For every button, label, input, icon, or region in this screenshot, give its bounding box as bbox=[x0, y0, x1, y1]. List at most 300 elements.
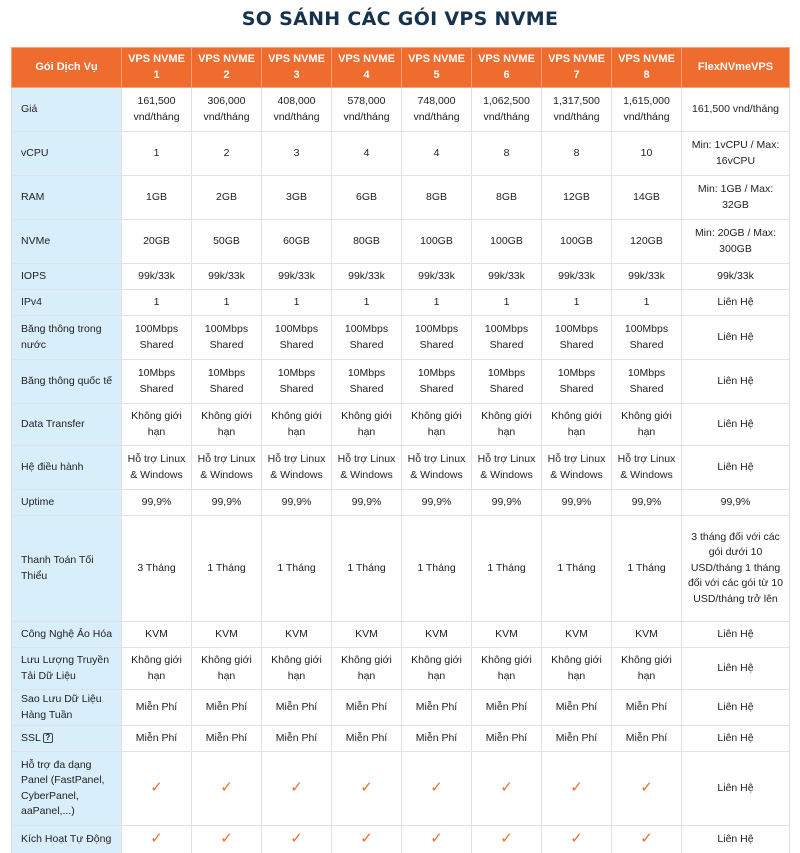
column-header-plan: VPS NVME 7 bbox=[542, 48, 612, 88]
cell-value: Hỗ trợ Linux & Windows bbox=[617, 453, 676, 481]
cell-value: Liên Hệ bbox=[717, 627, 754, 640]
cell-value: 99k/33k bbox=[208, 269, 245, 282]
cell-value: Không giới hạn bbox=[341, 654, 392, 682]
row-label bbox=[12, 752, 122, 826]
cell-value: KVM bbox=[355, 627, 378, 640]
cell-value: 4 bbox=[363, 146, 370, 159]
cell-value: Miễn Phí bbox=[135, 700, 178, 713]
cell-value: 99,9% bbox=[631, 495, 662, 508]
table-row bbox=[12, 826, 790, 853]
cell-value: 50GB bbox=[213, 234, 240, 247]
cell-value: Liên Hệ bbox=[717, 374, 754, 387]
cell-value: 99k/33k bbox=[558, 269, 595, 282]
check-icon: ✓ bbox=[220, 778, 233, 796]
plan-cell bbox=[192, 220, 262, 264]
flex-plan-cell bbox=[682, 726, 790, 752]
flex-plan-cell bbox=[682, 88, 790, 132]
plan-cell bbox=[192, 404, 262, 446]
plan-cell bbox=[122, 516, 192, 622]
plan-cell bbox=[192, 360, 262, 404]
plan-cell bbox=[262, 826, 332, 853]
plan-cell bbox=[262, 176, 332, 220]
plan-cell bbox=[402, 176, 472, 220]
cell-value: 1 bbox=[573, 295, 580, 308]
row-label-text: Công Nghệ Ảo Hóa bbox=[21, 627, 113, 640]
cell-value: Không giới hạn bbox=[411, 654, 462, 682]
row-label-text: Lưu Lượng Truyền Tải Dữ Liệu bbox=[21, 654, 110, 682]
plan-cell bbox=[262, 622, 332, 648]
plan-cell bbox=[122, 264, 192, 290]
row-label-text: Băng thông trong nước bbox=[21, 323, 102, 351]
cell-value: 60GB bbox=[283, 234, 310, 247]
plan-cell bbox=[332, 622, 402, 648]
cell-value: Miễn Phí bbox=[275, 700, 318, 713]
plan-cell bbox=[122, 290, 192, 316]
plan-cell bbox=[262, 516, 332, 622]
plan-cell bbox=[122, 132, 192, 176]
plan-cell bbox=[262, 264, 332, 290]
cell-value: Miễn Phí bbox=[555, 731, 598, 744]
cell-value: 1 Tháng bbox=[347, 561, 386, 574]
plan-cell bbox=[542, 404, 612, 446]
cell-value: Hỗ trợ Linux & Windows bbox=[337, 453, 396, 481]
cell-value: Không giới hạn bbox=[341, 410, 392, 438]
cell-value: Miễn Phí bbox=[485, 700, 528, 713]
plan-cell bbox=[122, 404, 192, 446]
plan-cell bbox=[612, 264, 682, 290]
plan-cell bbox=[332, 316, 402, 360]
plan-cell bbox=[192, 176, 262, 220]
plan-cell bbox=[192, 726, 262, 752]
plan-cell bbox=[262, 690, 332, 726]
column-header-plan: VPS NVME 6 bbox=[472, 48, 542, 88]
plan-cell bbox=[122, 690, 192, 726]
table-row bbox=[12, 404, 790, 446]
plan-cell bbox=[262, 290, 332, 316]
plan-cell bbox=[402, 446, 472, 490]
plan-cell bbox=[472, 264, 542, 290]
cell-value: 1 Tháng bbox=[207, 561, 246, 574]
plan-cell bbox=[122, 360, 192, 404]
plan-cell bbox=[472, 516, 542, 622]
cell-value: Liên Hệ bbox=[717, 295, 754, 308]
cell-value: 100GB bbox=[490, 234, 523, 247]
plan-cell bbox=[192, 516, 262, 622]
plan-cell bbox=[542, 446, 612, 490]
cell-value: KVM bbox=[145, 627, 168, 640]
plan-cell bbox=[402, 726, 472, 752]
cell-value: Không giới hạn bbox=[411, 410, 462, 438]
cell-value: 1,317,500 vnd/tháng bbox=[553, 95, 600, 123]
table-row bbox=[12, 622, 790, 648]
flex-plan-cell bbox=[682, 648, 790, 690]
plan-cell bbox=[122, 446, 192, 490]
cell-value: 408,000 vnd/tháng bbox=[273, 95, 320, 123]
plan-cell bbox=[612, 176, 682, 220]
cell-value: Liên Hệ bbox=[717, 460, 754, 473]
flex-plan-cell bbox=[682, 752, 790, 826]
plan-cell bbox=[192, 648, 262, 690]
cell-value: Không giới hạn bbox=[271, 654, 322, 682]
plan-cell bbox=[192, 290, 262, 316]
plan-cell bbox=[402, 220, 472, 264]
cell-value: 20GB bbox=[143, 234, 170, 247]
cell-value: KVM bbox=[215, 627, 238, 640]
plan-cell bbox=[332, 752, 402, 826]
check-icon: ✓ bbox=[430, 778, 443, 796]
plan-cell bbox=[192, 490, 262, 516]
check-icon: ✓ bbox=[570, 778, 583, 796]
row-label bbox=[12, 220, 122, 264]
row-label-text: Thanh Toán Tối Thiểu bbox=[21, 554, 94, 582]
cell-value: 3GB bbox=[285, 190, 307, 203]
plan-cell bbox=[612, 648, 682, 690]
column-header-plan: VPS NVME 4 bbox=[332, 48, 402, 88]
plan-cell bbox=[542, 648, 612, 690]
cell-value: 10Mbps Shared bbox=[137, 367, 176, 395]
cell-value: 3 bbox=[293, 146, 300, 159]
flex-plan-cell bbox=[682, 446, 790, 490]
row-label bbox=[12, 88, 122, 132]
cell-value: 100Mbps Shared bbox=[344, 323, 389, 351]
table-row bbox=[12, 490, 790, 516]
check-icon: ✓ bbox=[360, 778, 373, 796]
plan-cell bbox=[612, 752, 682, 826]
row-label bbox=[12, 516, 122, 622]
cell-value: 10Mbps Shared bbox=[277, 367, 316, 395]
row-label bbox=[12, 622, 122, 648]
plan-cell bbox=[192, 88, 262, 132]
plan-cell bbox=[542, 176, 612, 220]
cell-value: Không giới hạn bbox=[201, 410, 252, 438]
cell-value: 100Mbps Shared bbox=[624, 323, 669, 351]
plan-cell bbox=[472, 622, 542, 648]
plan-cell bbox=[332, 648, 402, 690]
table-row bbox=[12, 88, 790, 132]
cell-value: 1 Tháng bbox=[627, 561, 666, 574]
row-label-text: SSL bbox=[21, 731, 41, 744]
cell-value: 99k/33k bbox=[717, 269, 754, 282]
plan-cell bbox=[332, 490, 402, 516]
flex-plan-cell bbox=[682, 132, 790, 176]
cell-value: Hỗ trợ Linux & Windows bbox=[407, 453, 466, 481]
plan-cell bbox=[472, 404, 542, 446]
table-row bbox=[12, 176, 790, 220]
cell-value: Min: 1GB / Max: 32GB bbox=[697, 183, 774, 211]
table-row bbox=[12, 264, 790, 290]
cell-value: 99k/33k bbox=[138, 269, 175, 282]
plan-cell bbox=[332, 404, 402, 446]
row-label bbox=[12, 490, 122, 516]
cell-value: 4 bbox=[433, 146, 440, 159]
table-row bbox=[12, 360, 790, 404]
row-label bbox=[12, 264, 122, 290]
plan-cell bbox=[402, 264, 472, 290]
plan-cell bbox=[122, 752, 192, 826]
plan-cell bbox=[472, 752, 542, 826]
cell-value: 8GB bbox=[495, 190, 517, 203]
check-icon: ✓ bbox=[360, 829, 373, 847]
cell-value: Liên Hệ bbox=[717, 661, 754, 674]
plan-cell bbox=[542, 88, 612, 132]
plan-cell bbox=[122, 220, 192, 264]
cell-value: Không giới hạn bbox=[621, 654, 672, 682]
plan-cell bbox=[402, 648, 472, 690]
column-header-plan: VPS NVME 2 bbox=[192, 48, 262, 88]
column-header-plan: VPS NVME 3 bbox=[262, 48, 332, 88]
comparison-table bbox=[11, 47, 790, 853]
cell-value: KVM bbox=[425, 627, 448, 640]
table-row bbox=[12, 132, 790, 176]
flex-plan-cell bbox=[682, 264, 790, 290]
cell-value: Miễn Phí bbox=[415, 700, 458, 713]
plan-cell bbox=[612, 404, 682, 446]
plan-cell bbox=[262, 316, 332, 360]
cell-value: 1,062,500 vnd/tháng bbox=[483, 95, 530, 123]
cell-value: Liên Hệ bbox=[717, 700, 754, 713]
row-label-text: RAM bbox=[21, 190, 45, 203]
cell-value: Miễn Phí bbox=[205, 700, 248, 713]
row-label-text: Data Transfer bbox=[21, 417, 85, 430]
plan-cell bbox=[402, 290, 472, 316]
cell-value: 120GB bbox=[630, 234, 663, 247]
cell-value: Không giới hạn bbox=[481, 410, 532, 438]
cell-value: Hỗ trợ Linux & Windows bbox=[267, 453, 326, 481]
cell-value: 1GB bbox=[145, 190, 167, 203]
plan-cell bbox=[192, 132, 262, 176]
plan-cell bbox=[612, 826, 682, 853]
plan-cell bbox=[472, 690, 542, 726]
table-header bbox=[12, 48, 790, 88]
column-header-plan: VPS NVME 1 bbox=[122, 48, 192, 88]
cell-value: 10Mbps Shared bbox=[347, 367, 386, 395]
cell-value: 99k/33k bbox=[488, 269, 525, 282]
plan-cell bbox=[472, 132, 542, 176]
cell-value: 8 bbox=[503, 146, 510, 159]
plan-cell bbox=[402, 516, 472, 622]
table-body bbox=[12, 88, 790, 853]
plan-cell bbox=[612, 622, 682, 648]
row-label bbox=[12, 690, 122, 726]
cell-value: 10Mbps Shared bbox=[207, 367, 246, 395]
header-row bbox=[12, 48, 790, 88]
table-row bbox=[12, 290, 790, 316]
cell-value: 1 bbox=[363, 295, 370, 308]
flex-plan-cell bbox=[682, 622, 790, 648]
plan-cell bbox=[542, 690, 612, 726]
check-icon: ✓ bbox=[150, 778, 163, 796]
check-icon: ✓ bbox=[500, 829, 513, 847]
plan-cell bbox=[472, 220, 542, 264]
row-label-text: IPv4 bbox=[21, 295, 43, 308]
column-header-service: Gói Dịch Vụ bbox=[12, 48, 122, 88]
plan-cell bbox=[402, 826, 472, 853]
plan-cell bbox=[332, 176, 402, 220]
cell-value: 99,9% bbox=[561, 495, 592, 508]
plan-cell bbox=[262, 132, 332, 176]
flex-plan-cell bbox=[682, 404, 790, 446]
cell-value: 100Mbps Shared bbox=[554, 323, 599, 351]
plan-cell bbox=[402, 132, 472, 176]
comparison-table-wrapper bbox=[11, 47, 789, 853]
row-label bbox=[12, 316, 122, 360]
cell-value: Không giới hạn bbox=[481, 654, 532, 682]
table-row bbox=[12, 752, 790, 826]
cell-value: 99k/33k bbox=[628, 269, 665, 282]
row-label bbox=[12, 648, 122, 690]
cell-value: 99,9% bbox=[281, 495, 312, 508]
cell-value: 10Mbps Shared bbox=[417, 367, 456, 395]
table-row bbox=[12, 690, 790, 726]
cell-value: Không giới hạn bbox=[271, 410, 322, 438]
row-label-text: Giá bbox=[21, 102, 38, 115]
cell-value: 1 bbox=[643, 295, 650, 308]
flex-plan-cell bbox=[682, 826, 790, 853]
row-label-text: Kích Hoạt Tự Động bbox=[21, 832, 112, 845]
plan-cell bbox=[612, 88, 682, 132]
cell-value: 99k/33k bbox=[418, 269, 455, 282]
cell-value: 2GB bbox=[215, 190, 237, 203]
flex-plan-cell bbox=[682, 490, 790, 516]
plan-cell bbox=[122, 490, 192, 516]
cell-value: 14GB bbox=[633, 190, 660, 203]
plan-cell bbox=[472, 826, 542, 853]
plan-cell bbox=[472, 88, 542, 132]
plan-cell bbox=[402, 690, 472, 726]
row-label bbox=[12, 176, 122, 220]
flex-plan-cell bbox=[682, 516, 790, 622]
cell-value: 1 bbox=[503, 295, 510, 308]
cell-value: Miễn Phí bbox=[275, 731, 318, 744]
cell-value: 3 tháng đối với các gói dưới 10 USD/tháng 1 tháng đối với các gói từ 10 USD/tháng trở lên bbox=[687, 530, 784, 605]
cell-value: Hỗ trợ Linux & Windows bbox=[127, 453, 186, 481]
row-label bbox=[12, 446, 122, 490]
row-label-text: Hỗ trợ đa dạng Panel (FastPanel, CyberPanel, aaPanel,...) bbox=[21, 758, 105, 817]
plan-cell bbox=[472, 290, 542, 316]
plan-cell bbox=[542, 360, 612, 404]
plan-cell bbox=[402, 88, 472, 132]
column-header-plan: FlexNVmeVPS bbox=[682, 48, 790, 88]
cell-value: 161,500 vnd/tháng bbox=[692, 102, 779, 115]
plan-cell bbox=[542, 752, 612, 826]
plan-cell bbox=[332, 360, 402, 404]
plan-cell bbox=[192, 264, 262, 290]
cell-value: 748,000 vnd/tháng bbox=[413, 95, 460, 123]
plan-cell bbox=[122, 826, 192, 853]
row-label bbox=[12, 826, 122, 853]
cell-value: 80GB bbox=[353, 234, 380, 247]
table-row bbox=[12, 316, 790, 360]
plan-cell bbox=[262, 220, 332, 264]
plan-cell bbox=[402, 316, 472, 360]
cell-value: Miễn Phí bbox=[625, 731, 668, 744]
cell-value: 8GB bbox=[425, 190, 447, 203]
plan-cell bbox=[612, 316, 682, 360]
cell-value: 100Mbps Shared bbox=[414, 323, 459, 351]
plan-cell bbox=[192, 752, 262, 826]
cell-value: 1 bbox=[433, 295, 440, 308]
cell-value: 100GB bbox=[560, 234, 593, 247]
table-row bbox=[12, 220, 790, 264]
plan-cell bbox=[332, 220, 402, 264]
plan-cell bbox=[332, 446, 402, 490]
plan-cell bbox=[332, 264, 402, 290]
cell-value: 1 Tháng bbox=[277, 561, 316, 574]
cell-value: 10 bbox=[640, 146, 653, 159]
cell-value: Miễn Phí bbox=[485, 731, 528, 744]
cell-value: 99,9% bbox=[720, 495, 751, 508]
plan-cell bbox=[472, 176, 542, 220]
flex-plan-cell bbox=[682, 290, 790, 316]
row-label-text: Hệ điều hành bbox=[21, 460, 84, 473]
plan-cell bbox=[262, 404, 332, 446]
plan-cell bbox=[262, 752, 332, 826]
plan-cell bbox=[542, 290, 612, 316]
check-icon: ✓ bbox=[500, 778, 513, 796]
plan-cell bbox=[542, 490, 612, 516]
flex-plan-cell bbox=[682, 176, 790, 220]
plan-cell bbox=[402, 360, 472, 404]
plan-cell bbox=[542, 132, 612, 176]
cell-value: 2 bbox=[223, 146, 230, 159]
cell-value: Miễn Phí bbox=[205, 731, 248, 744]
cell-value: 12GB bbox=[563, 190, 590, 203]
plan-cell bbox=[612, 446, 682, 490]
cell-value: 99,9% bbox=[421, 495, 452, 508]
cell-value: Không giới hạn bbox=[551, 410, 602, 438]
cell-value: 99k/33k bbox=[278, 269, 315, 282]
column-header-plan: VPS NVME 5 bbox=[402, 48, 472, 88]
cell-value: 3 Tháng bbox=[137, 561, 176, 574]
plan-cell bbox=[472, 446, 542, 490]
plan-cell bbox=[262, 648, 332, 690]
cell-value: 100Mbps Shared bbox=[204, 323, 249, 351]
cell-value: Hỗ trợ Linux & Windows bbox=[547, 453, 606, 481]
check-icon: ✓ bbox=[290, 829, 303, 847]
help-icon[interactable]: ? bbox=[43, 733, 53, 743]
cell-value: Liên Hệ bbox=[717, 417, 754, 430]
cell-value: Hỗ trợ Linux & Windows bbox=[477, 453, 536, 481]
plan-cell bbox=[472, 648, 542, 690]
plan-cell bbox=[332, 690, 402, 726]
cell-value: KVM bbox=[635, 627, 658, 640]
table-row bbox=[12, 726, 790, 752]
cell-value: KVM bbox=[565, 627, 588, 640]
plan-cell bbox=[122, 176, 192, 220]
plan-cell bbox=[332, 826, 402, 853]
plan-cell bbox=[542, 826, 612, 853]
cell-value: Miễn Phí bbox=[555, 700, 598, 713]
row-label-text: Băng thông quốc tế bbox=[21, 374, 113, 387]
plan-cell bbox=[122, 88, 192, 132]
plan-cell bbox=[612, 132, 682, 176]
cell-value: Miễn Phí bbox=[135, 731, 178, 744]
cell-value: Miễn Phí bbox=[625, 700, 668, 713]
cell-value: 10Mbps Shared bbox=[627, 367, 666, 395]
cell-value: Hỗ trợ Linux & Windows bbox=[197, 453, 256, 481]
plan-cell bbox=[262, 88, 332, 132]
cell-value: 99,9% bbox=[491, 495, 522, 508]
plan-cell bbox=[192, 826, 262, 853]
cell-value: Không giới hạn bbox=[621, 410, 672, 438]
plan-cell bbox=[612, 516, 682, 622]
plan-cell bbox=[192, 446, 262, 490]
cell-value: Không giới hạn bbox=[131, 410, 182, 438]
cell-value: 100Mbps Shared bbox=[484, 323, 529, 351]
row-label-text: IOPS bbox=[21, 269, 47, 282]
plan-cell bbox=[472, 726, 542, 752]
row-label-text: NVMe bbox=[21, 234, 51, 247]
